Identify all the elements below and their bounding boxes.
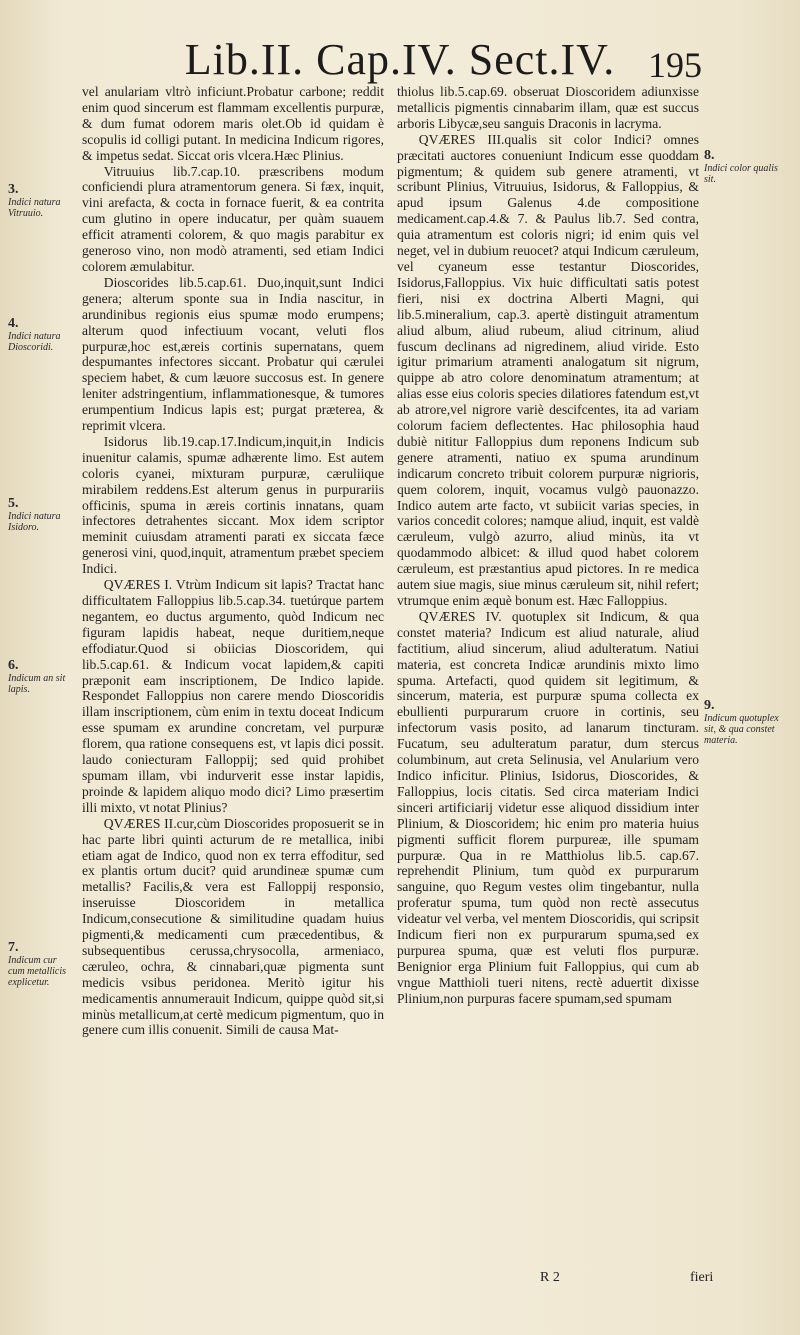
margin-note-text: Indicum an sit lapis. [8,673,66,695]
margin-note-number: 5. [8,496,19,511]
margin-note-text: Indicum cur cum metallicis explicetur. [8,955,67,988]
margin-note-number: 6. [8,658,19,673]
margin-note [8,318,74,353]
catchword: fieri [690,1270,714,1285]
margin-note-text: Indici color qualis sit. [704,163,778,185]
margin-note [8,942,74,988]
margin-note-text: Indici natura Isidoro. [8,511,61,533]
paragraph: vel anulariam vltrò inficiunt.Probatur carbone; reddit enim quod sincerum est flammam excellentis purpuræ, & dum fumat odorem maris olet.Ob id quidam è scopulis id colligi putant. In medicina Indicum rigores, & impetus sedat. Siccat oris vlcera.Hæc Plinius. [82,84,384,163]
page-number: 195 [648,45,702,85]
margin-note-number: 9. [704,698,715,713]
margin-note [8,498,74,533]
paragraph: Isidorus lib.19.cap.17.Indicum,inquit,in Indicis inuenitur calamis, spumæ adhærente limo. Est autem coloris cyanei, mixturam purpuræ, cæruliique mirabilem reddens.Est alterum genus in purpurariis officinis, spuma in æreis cortinis innatans, quam infectores detrahentes siccant. Mox idem scriptor meminit cuiusdam atramenti parati ex siccata fæce generosi vini, quod,inquit, atramentum præbet speciem Indici. [82,433,384,577]
signature-mark: R 2 [540,1270,560,1285]
paragraph: QVÆRES IV. quotuplex sit Indicum, & qua constet materia? Indicum est aliud naturale, aliud factitium, aliud sincerum, aliud adulteratum. Natiui materia, est concreta Indicæ arundinis mixto limo spuma. Artefacti, quod quidem sit legitimum, & sincerum, materia, est purpuræ spuma collecta ex ebullienti purpurarum cruore in cortinis, seu infectorum vasis posito, ad lanarum tincturam. Fucatum, seu adulteratum paratur, dum stercus columbinum, aut creta Selinusia, vel Anularium vero Indico inficitur. Plinius, Isidorus, Dioscorides, & Falloppius, locis citatis. Sed circa materiam Indici sinceri artificiarij videtur esse aliquod dissidium inter Plinium, & Dioscoridem; hic enim pro materia huius pigmenti sufficit florem purpureæ, ille spumam purpuræ. Qua in re Matthiolus lib.5. cap.67. reprehendit Plinium, tum quòd ex purpurarum sanguine, quo Regum vestes olim tingebantur, nulla proferatur spuma, tum quòd non rectè assecutus videatur vel verba, vel mentem Dioscoridis, qui scripsit Indicum fieri non ex purpurarum spuma,sed ex purpurea spuma, quæ est veluti flos purpuræ. Benignior erga Plinium fuit Falloppius, qui cum ab vngue Matthioli tueri nitens, rectè aduertit dixisse Plinium,non purpuras facere spumam,sed spumam [397,608,699,1006]
margin-note-number: 3. [8,182,19,197]
margin-note [704,700,782,746]
paragraph: QVÆRES II.cur,cùm Dioscorides proposuerit se in hac parte libri quinti acturum de re metallica, inibi etiam agat de Indico, quod non ex terra effoditur, sed ex plantis ortum ducit? quid arundineæ spumæ cum metallis? Facilis,& vera est Falloppij responsio, inseruisse Dioscoridem in metallica Indicum,consecutione & similitudine quadam huius pigmenti,& medicamenti cum præcedentibus, & subsequentibus cerussa,chrysocolla, armeniaco, cæruleo, ochra, & cinnabari,quæ pigmenta sunt medicis vsibus peridonea. Meritò igitur his medicamentis annumerauit Indicum, quippe quòd sit,si minùs metallicum,at certè medicum pigmentum, quo in genere cum illis conuenit. Simili de causa Mat- [82,815,384,1038]
margin-note-number: 7. [8,940,19,955]
margin-note-number: 8. [704,148,715,163]
margin-note [704,150,782,185]
margin-note [8,660,74,695]
margin-note-text: Indici natura Dioscoridi. [8,331,61,353]
left-text-column [82,84,384,1038]
running-header: Lib.II. Cap.IV. Sect.IV. [184,35,616,84]
paragraph: Dioscorides lib.5.cap.61. Duo,inquit,sunt Indici genera; alterum sponte sua in India nascitur, in arundinibus regionis eius spumæ modo erumpens; alterum quod infectiuum vocant, veluti flos purpuræ,hoc est,æreis cortinis supernatans, quem despumantes infectores siccant. Probatur qui cærulei speciem habet, & cum læuore succosus est. In genere leniter adstringentium, inflammationesque, & tumores erumpentium Indicus lapis est; purgat præterea, & reprimit vlcera. [82,274,384,434]
paragraph: QVÆRES I. Vtrùm Indicum sit lapis? Tractat hanc difficultatem Falloppius lib.5.cap.34. tuetúrque partem negantem, eo ductus argumento, quòd Indicum nec figuram lapidis habeat, neque duritiem,neque effodiatur.Quod si obiicias Dioscoridem, qui lib.5.cap.61. & Indicum vocat lapidem,& capiti præponit eam inscriptionem, De Indico lapide. Respondet Falloppius non carere mendo Dioscoridis illam inscriptionem, cùm enim in textu doceat Indicum esse spumam ex arundine concretam, vel purpuræ florem, qua ratione consequens est, vt lapis dici possit. laudo coniecturam Falloppij; sed quid prohibet spumam illam, vbi indurverit esse instar lapidis, proinde & lapidem aliquo modo dici? Limo præsertim illi mixto, vt notat Plinius? [82,577,384,815]
paragraph: Vitruuius lib.7.cap.10. præscribens modum conficiendi plura atramentorum genera. Si fæx, inquit, vini arefacta, & cocta in fornace fuerit, & ea contrita cum glutino in opere inducatur, per quàm suauem efficit atramenti colorem, & quo magis parabitur ex generoso vino, non modò atramenti, sed etiam Indici colorem æmulabitur. [82,163,384,274]
right-text-column [397,84,699,1007]
margin-note-number: 4. [8,316,19,331]
margin-note-text: Indicum quotuplex sit, & qua constet materia. [704,713,779,746]
paragraph: QVÆRES III.qualis sit color Indici? omnes præcitati auctores conueniunt Indicum esse quoddam pigmentum; & quidem sub genere atramenti, vt scribunt Plinius, Vitruuius, Isidorus, & Falloppius, & apud ipsum Galenus 4.de compositione medicament.cap.4.& 7. & Paulus lib.7. Sed contra, quia atramentum est coloris nigri; id enim quis vel neget, vel in dubium reuocet? atqui Indicum cæruleum, vel cyaneum esse testantur Dioscorides, Isidorus,Falloppius. Vix huic difficultati satis potest fieri, nisi ex doctrina Alberti Magni, qui lib.5.mineralium, cap.3. apertè distinguit atramentum aliud album, aliud rubeum, aliud citrinum, aliud fuscum declinans ad nigredinem, aliud viride. Esto igitur primarium atramenti analogatum sit nigrum, quippe ab atro colore denominatum atramentum; at alias esse eius coloris species dilatiores fatendum est,vt ab atrore,vel nigrore variè descifcentes, ita ad variam colorum faciem deflectentes. Hac philosophia haud dubiè nititur Falloppius dum reponens Indicum sub genere atramenti, natiuo ex spuma arundinum indicarum concreto tribuit colorem purpuræ nigrioris, quem colorem, inquit, vocamus vulgò pauonazzo. Indico autem arte facto, vt subiicit varias species, in varios concedit colores; namque aliud, inquit, est valdè cæruleum, vulgò azurro, aliud minùs, ita vt quodammodo albicet: & illud quod habet colorem cæruleum, est præstantius apud pictores. In re medica autem siue magis, siue minus cæruleum sit, nihil refert; vtrumque enim æquè bonum est. Hæc Falloppius. [397,131,699,608]
margin-note-text: Indici natura Vitruuio. [8,197,61,219]
paragraph: thiolus lib.5.cap.69. obseruat Dioscoridem adiunxisse metallicis pigmentis cinnabarim illam, quæ est succus arboris Libycæ,seu sanguis Draconis in lacryma. [397,84,699,131]
margin-note [8,184,74,219]
